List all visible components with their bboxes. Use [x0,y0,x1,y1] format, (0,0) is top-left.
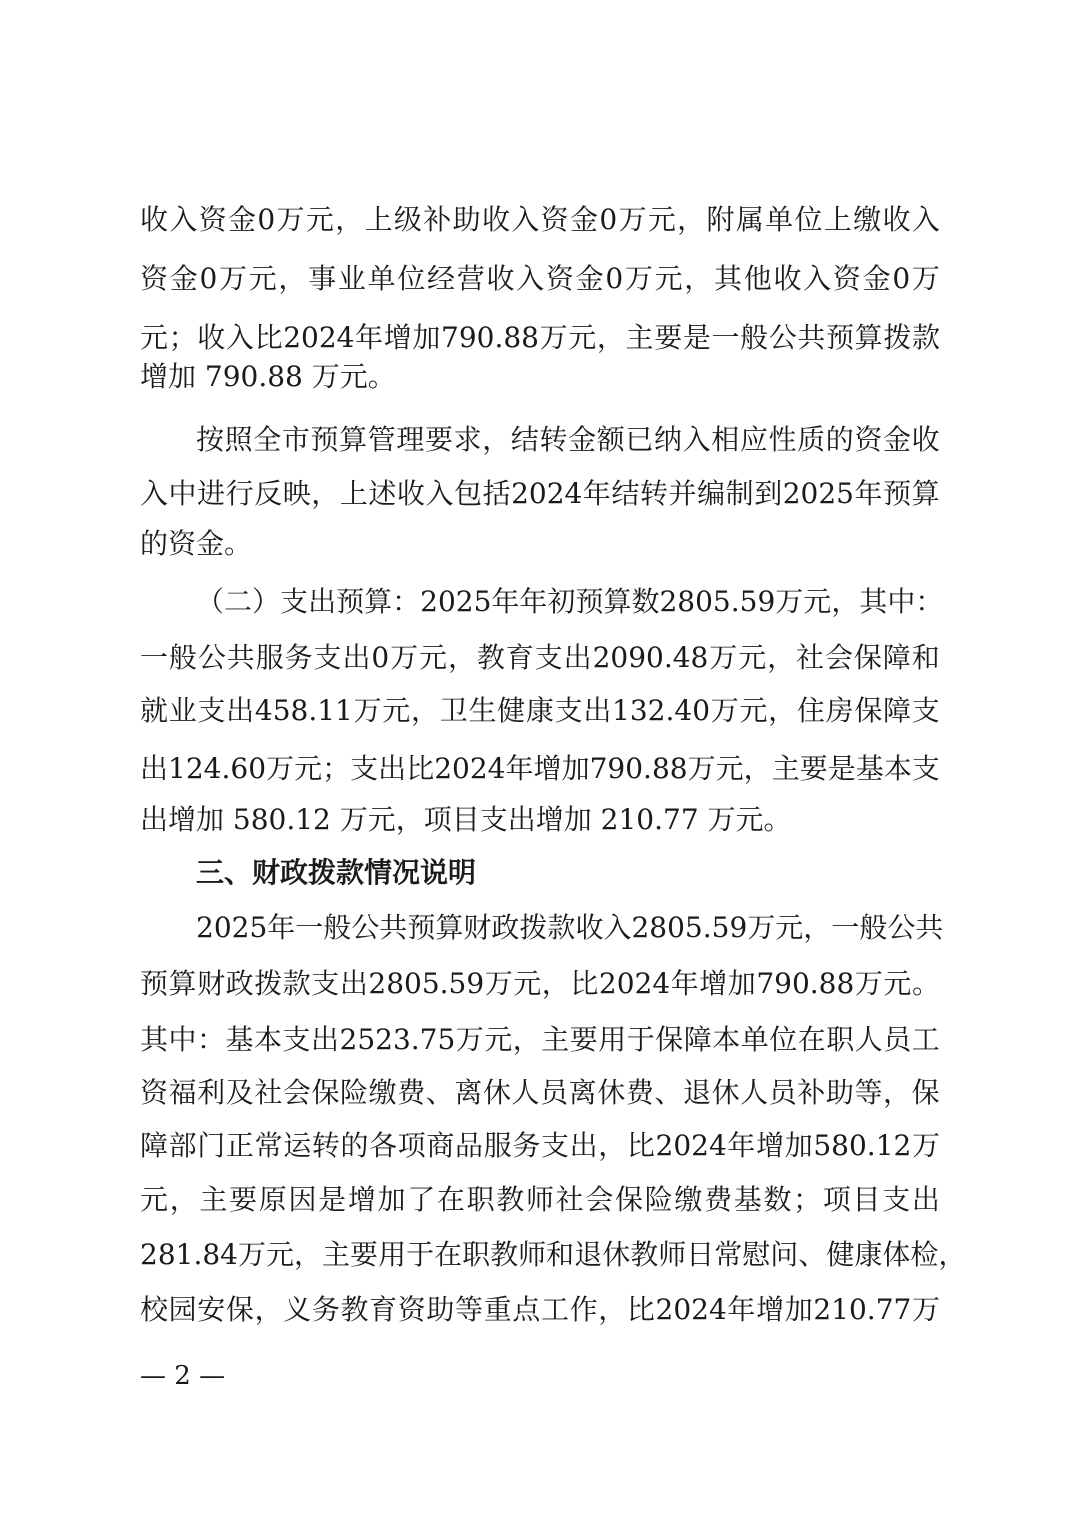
section-heading: 三、财政拨款情况说明 [196,856,477,889]
text-line: 入 中 进 行 反 映 ， 上 述 收 入 包 括 2024 年 结 转 并 编 制 到 2025 年 预 算 [140,477,940,510]
page-number: — 2 — [140,1361,226,1391]
text-line: 就 业 支 出 458.11 万 元 ， 卫 生 健 康 支 出 132.40 万 元 ， 住 房 保 障 支 [140,694,940,727]
text-line: 预 算 财 政 拨 款 支 出 2805.59 万 元 ， 比 2024 年 增 加 790.88 万 元 。 [140,967,940,1000]
text-line: 资 福 利 及 社 会 保 险 缴 费 、 离 休 人 员 离 休 费 、 退 休 人 员 补 助 等 ， 保 [140,1076,940,1109]
text-line: 增加 790.88 万元。 [140,360,396,393]
text-line: 2025 年 一 般 公 共 预 算 财 政 拨 款 收 入 2805.59 万 元 ， 一 般 公 共 [196,911,944,944]
text-line: 281.84 万 元 ， 主 要 用 于 在 职 教 师 和 退 休 教 师 日 常 慰 问 、 健 康 体 检 ， [140,1238,967,1271]
text-line: 障 部 门 正 常 运 转 的 各 项 商 品 服 务 支 出 ， 比 2024 年 增 加 580.12 万 [140,1129,940,1162]
text-line: （ 二 ） 支 出 预 算 ： 2025 年 年 初 预 算 数 2805.59 万 元 ， 其 中 ： [196,585,944,618]
text-line: 一 般 公 共 服 务 支 出 0 万 元 ， 教 育 支 出 2090.48 万 元 ， 社 会 保 障 和 [140,641,940,674]
text-line: 按 照 全 市 预 算 管 理 要 求 ， 结 转 金 额 已 纳 入 相 应 性 质 的 资 金 收 [196,423,940,456]
text-line: 收 入 资 金 0 万 元 ， 上 级 补 助 收 入 资 金 0 万 元 ， 附 属 单 位 上 缴 收 入 [140,203,940,236]
text-line: 其 中 ： 基 本 支 出 2523.75 万 元 ， 主 要 用 于 保 障 本 单 位 在 职 人 员 工 [140,1023,940,1056]
text-line: 元 ， 主 要 原 因 是 增 加 了 在 职 教 师 社 会 保 险 缴 费 基 数 ； 项 目 支 出 [140,1183,940,1216]
text-line: 资 金 0 万 元 ， 事 业 单 位 经 营 收 入 资 金 0 万 元 ， 其 他 收 入 资 金 0 万 [140,262,940,295]
text-line: 出增加 580.12 万元，项目支出增加 210.77 万元。 [140,803,792,836]
text-line: 出 124.60 万 元 ； 支 出 比 2024 年 增 加 790.88 万 元 ， 主 要 是 基 本 支 [140,752,940,785]
text-line: 校 园 安 保 ， 义 务 教 育 资 助 等 重 点 工 作 ， 比 2024 年 增 加 210.77 万 [140,1293,940,1326]
text-line: 的资金。 [140,527,253,560]
text-line: 元 ； 收 入 比 2024 年 增 加 790.88 万 元 ， 主 要 是 一 般 公 共 预 算 拨 款 [140,321,940,354]
